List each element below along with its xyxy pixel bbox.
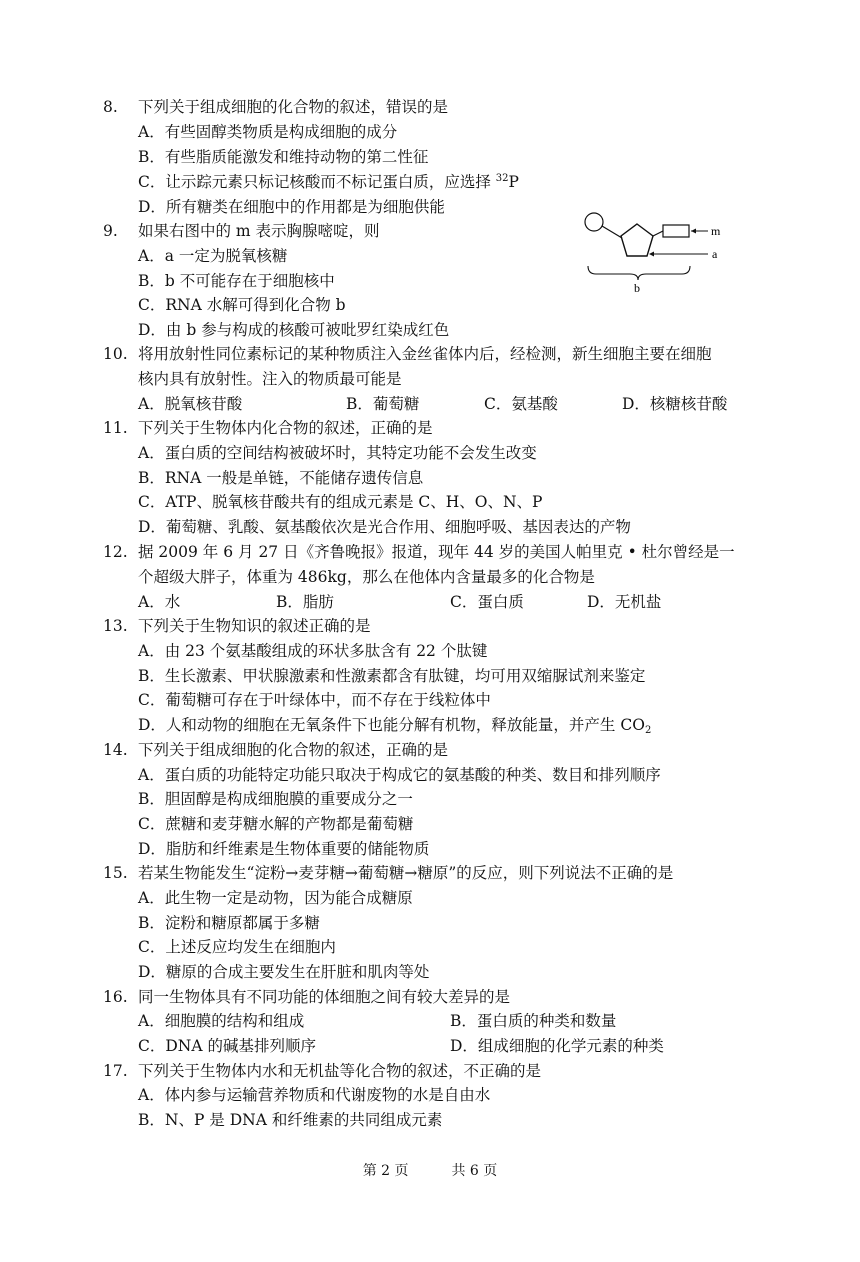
question-stem: 若某生物能发生“淀粉→麦芽糖→葡萄糖→糖原”的反应，则下列说法不正确的是 [138, 864, 674, 882]
option-d: D．所有糖类在细胞中的作用都是为细胞供能 [138, 198, 445, 216]
question-stem: 下列关于生物体内化合物的叙述，正确的是 [138, 419, 433, 437]
label-a: a [712, 247, 718, 261]
question-stem: 下列关于生物知识的叙述正确的是 [138, 617, 371, 635]
option-b: B．N、P 是 DNA 和纤维素的共同组成元素 [138, 1111, 443, 1129]
label-b: b [634, 281, 640, 295]
option-c: C．氨基酸 [484, 395, 558, 413]
page-footer [0, 1160, 860, 1180]
question-stem: 同一生物体具有不同功能的体细胞之间有较大差异的是 [138, 988, 511, 1006]
label-m: m [711, 224, 721, 238]
question-number: 14. [103, 741, 128, 759]
question-number: 17. [103, 1062, 128, 1080]
question-number: 12. [103, 543, 128, 561]
base-bond [653, 231, 663, 236]
pentose-ring [621, 224, 653, 256]
option-b: B．RNA 一般是单链，不能储存遗传信息 [138, 469, 424, 487]
question-number: 13. [103, 617, 128, 635]
option-b: B．有些脂质能激发和维持动物的第二性征 [138, 148, 429, 166]
page-number: 第 2 页 [362, 1163, 409, 1179]
question-number: 11. [103, 419, 128, 437]
option-b: B．葡萄糖 [346, 395, 420, 413]
option-a: A．体内参与运输营养物质和代谢废物的水是自由水 [138, 1086, 491, 1104]
phosphate-circle [585, 213, 603, 231]
option-a: A．蛋白质的空间结构被破坏时，其特定功能不会发生改变 [138, 444, 537, 462]
question-number: 16. [103, 988, 128, 1006]
question-stem-cont: 个超级大胖子，体重为 486kg，那么在他体内含量最多的化合物是 [138, 568, 595, 586]
total-pages: 共 6 页 [451, 1163, 498, 1179]
question-stem: 下列关于组成细胞的化合物的叙述，正确的是 [138, 741, 449, 759]
option-c: C．蛋白质 [450, 593, 524, 611]
question-number: 15. [103, 864, 128, 882]
option-c: C．蔗糖和麦芽糖水解的产物都是葡萄糖 [138, 815, 414, 833]
nucleotide-diagram [582, 206, 732, 296]
option-c: C．ATP、脱氧核苷酸共有的组成元素是 C、H、O、N、P [138, 493, 543, 511]
question-stem: 如果右图中的 m 表示胸腺嘧啶，则 [138, 222, 380, 240]
question-number: 9. [103, 222, 118, 240]
option-d: D．核糖核苷酸 [622, 395, 728, 413]
option-a: A．有些固醇类物质是构成细胞的成分 [138, 123, 398, 141]
option-d: D．葡萄糖、乳酸、氨基酸依次是光合作用、细胞呼吸、基因表达的产物 [138, 518, 631, 536]
option-b: B．蛋白质的种类和数量 [450, 1012, 617, 1030]
b-brace [588, 266, 690, 280]
option-a: A．此生物一定是动物，因为能合成糖原 [138, 889, 413, 907]
option-b: B．胆固醇是构成细胞膜的重要成分之一 [138, 790, 413, 808]
option-d: D．无机盐 [587, 593, 662, 611]
question-stem: 据 2009 年 6 月 27 日《齐鲁晚报》报道，现年 44 岁的美国人帕里克 • 杜尔曾经是一 [138, 543, 735, 561]
option-a: A．脱氧核苷酸 [138, 395, 243, 413]
option-c: C．DNA 的碱基排列顺序 [138, 1037, 316, 1055]
option-a: A．由 23 个氨基酸组成的环状多肽含有 22 个肽键 [138, 642, 488, 660]
option-c: C．上述反应均发生在细胞内 [138, 938, 336, 956]
question-number: 8. [103, 98, 118, 116]
question-stem-cont: 核内具有放射性。注入的物质最可能是 [138, 370, 402, 388]
a-pointer-arrow [649, 252, 654, 257]
option-a: A．水 [138, 593, 181, 611]
question-number: 10. [103, 345, 128, 363]
option-d: D．脂肪和纤维素是生物体重要的储能物质 [138, 840, 430, 858]
phosphate-bond [602, 226, 622, 238]
option-d: D．人和动物的细胞在无氧条件下也能分解有机物，释放能量，并产生 $CO_2$ [138, 716, 652, 736]
option-b: B．生长激素、甲状腺激素和性激素都含有肽键，均可用双缩脲试剂来鉴定 [138, 667, 646, 685]
option-b: B．淀粉和糖原都属于多糖 [138, 914, 320, 932]
option-c: C．RNA 水解可得到化合物 b [138, 296, 346, 314]
option-d: D．糖原的合成主要发生在肝脏和肌肉等处 [138, 963, 430, 981]
base-rect [663, 225, 689, 237]
option-d: D．组成细胞的化学元素的种类 [450, 1037, 664, 1055]
option-c: C．让示踪元素只标记核酸而不标记蛋白质，应选择 $^{32}$P [138, 173, 519, 191]
option-a: A．蛋白质的功能特定功能只取决于构成它的氨基酸的种类、数目和排列顺序 [138, 766, 661, 784]
option-d: D．由 b 参与构成的核酸可被吡罗红染成红色 [138, 321, 450, 339]
question-stem: 下列关于组成细胞的化合物的叙述，错误的是 [138, 98, 449, 116]
m-pointer-arrow [691, 229, 696, 234]
option-a: A．a 一定为脱氧核糖 [138, 247, 288, 265]
option-c: C．葡萄糖可存在于叶绿体中，而不存在于线粒体中 [138, 691, 491, 709]
option-b: B．脂肪 [276, 593, 334, 611]
option-a: A．细胞膜的结构和组成 [138, 1012, 305, 1030]
question-stem: 将用放射性同位素标记的某种物质注入金丝雀体内后，经检测，新生细胞主要在细胞 [138, 345, 712, 363]
option-b: B．b 不可能存在于细胞核中 [138, 272, 335, 290]
question-stem: 下列关于生物体内水和无机盐等化合物的叙述，不正确的是 [138, 1062, 542, 1080]
